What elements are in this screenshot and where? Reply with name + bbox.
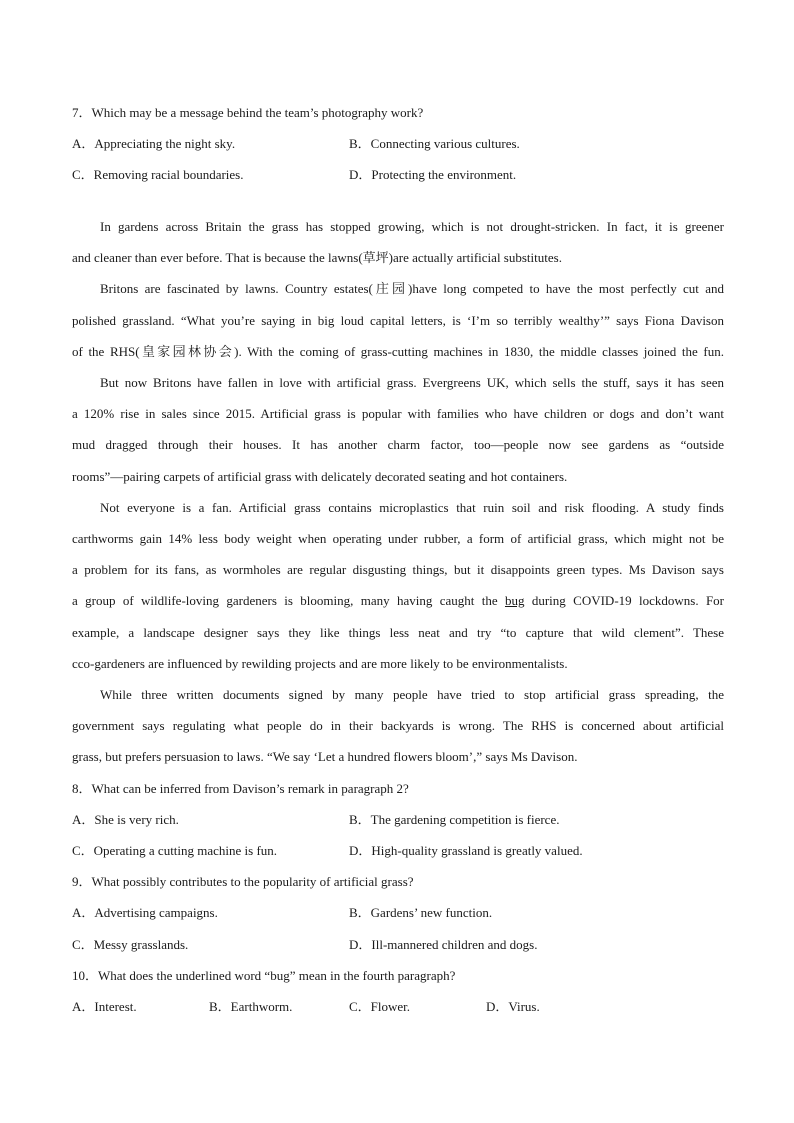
q8-option-a: A．She is very rich.: [72, 812, 179, 827]
q8-option-b: B．The gardening competition is fierce.: [349, 812, 560, 827]
q9-stem: 9．What possibly contributes to the popularity of artificial grass?: [72, 874, 414, 889]
passage-p4-line: example, a landscape designer says they like things less neat and try “to capture that wild clement”. These: [72, 625, 724, 640]
passage-p5-line: While three written documents signed by many people have tried to stop artificial grass spreading, the: [100, 687, 724, 702]
p4-text-after: during COVID-19 lockdowns. For: [524, 593, 725, 608]
q9-option-d: D．Ill-mannered children and dogs.: [349, 937, 538, 952]
passage-p2-line: polished grassland. “What you’re saying in big loud capital letters, is ‘I’m so terribly wealthy’” says Fiona Davison: [72, 313, 724, 328]
q10-option-c: C．Flower.: [349, 999, 411, 1014]
q10-stem: 10．What does the underlined word “bug” mean in the fourth paragraph?: [72, 968, 456, 983]
q10-option-b: B．Earthworm.: [209, 999, 293, 1014]
q10-option-d: D．Virus.: [486, 999, 540, 1014]
q8-stem: 8．What can be inferred from Davison’s remark in paragraph 2?: [72, 781, 409, 796]
passage-p4-line: carthworms gain 14% less body weight when operating under rubber, a form of artificial grass, which might not be: [72, 531, 724, 546]
passage-p1-line: In gardens across Britain the grass has stopped growing, which is not drought-stricken. In fact, it is greener: [100, 219, 724, 234]
underlined-word-bug: bug: [504, 593, 525, 608]
q7-option-d: D．Protecting the environment.: [349, 167, 517, 182]
q10-option-a: A．Interest.: [72, 999, 137, 1014]
q7-stem: 7．Which may be a message behind the team’s photography work?: [72, 105, 424, 120]
q8-option-d: D．High-quality grassland is greatly valued.: [349, 843, 583, 858]
q9-option-b: B．Gardens’ new function.: [349, 905, 493, 920]
passage-p3-line: rooms”—pairing carpets of artificial grass with delicately decorated seating and hot containers.: [72, 469, 568, 484]
passage-p1-line: and cleaner than ever before. That is because the lawns(草坪)are actually artificial substitutes.: [72, 250, 562, 265]
p4-text-before: a group of wildlife-loving gardeners is blooming, many having caught the: [72, 593, 505, 608]
q9-option-c: C．Messy grasslands.: [72, 937, 189, 952]
passage-p3-line: mud dragged through their houses. It has another charm factor, too—people now see gardens as “outside: [72, 437, 724, 452]
q9-option-a: A．Advertising campaigns.: [72, 905, 218, 920]
q7-option-a: A．Appreciating the night sky.: [72, 136, 236, 151]
passage-p4-line: cco-gardeners are influenced by rewilding projects and are more likely to be environmentalists.: [72, 656, 568, 671]
passage-p2-line: of the RHS(皇家园林协会). With the coming of grass-cutting machines in 1830, the middle classes joined the fun.: [72, 344, 724, 359]
passage-p4-line: a problem for its fans, as wormholes are regular disgusting things, but it disappoints green types. Ms Davison says: [72, 562, 724, 577]
passage-p5-line: grass, but prefers persuasion to laws. “We say ‘Let a hundred flowers bloom’,” says Ms Davison.: [72, 749, 578, 764]
passage-p5-line: government says regulating what people do in their backyards is wrong. The RHS is concerned about artificial: [72, 718, 724, 733]
passage-p4-line: Not everyone is a fan. Artificial grass contains microplastics that ruin soil and risk flooding. A study finds: [100, 500, 724, 515]
passage-p4-line: [72, 593, 724, 609]
passage-p3-line: But now Britons have fallen in love with artificial grass. Evergreens UK, which sells the stuff, says it has seen: [100, 375, 724, 390]
q7-option-b: B．Connecting various cultures.: [349, 136, 520, 151]
passage-p2-line: Britons are fascinated by lawns. Country estates(庄园)have long competed to have the most perfectly cut and: [100, 281, 724, 296]
q7-option-c: C．Removing racial boundaries.: [72, 167, 244, 182]
passage-p3-line: a 120% rise in sales since 2015. Artificial grass is popular with families who have children or dogs and don’t want: [72, 406, 724, 421]
q8-option-c: C．Operating a cutting machine is fun.: [72, 843, 278, 858]
